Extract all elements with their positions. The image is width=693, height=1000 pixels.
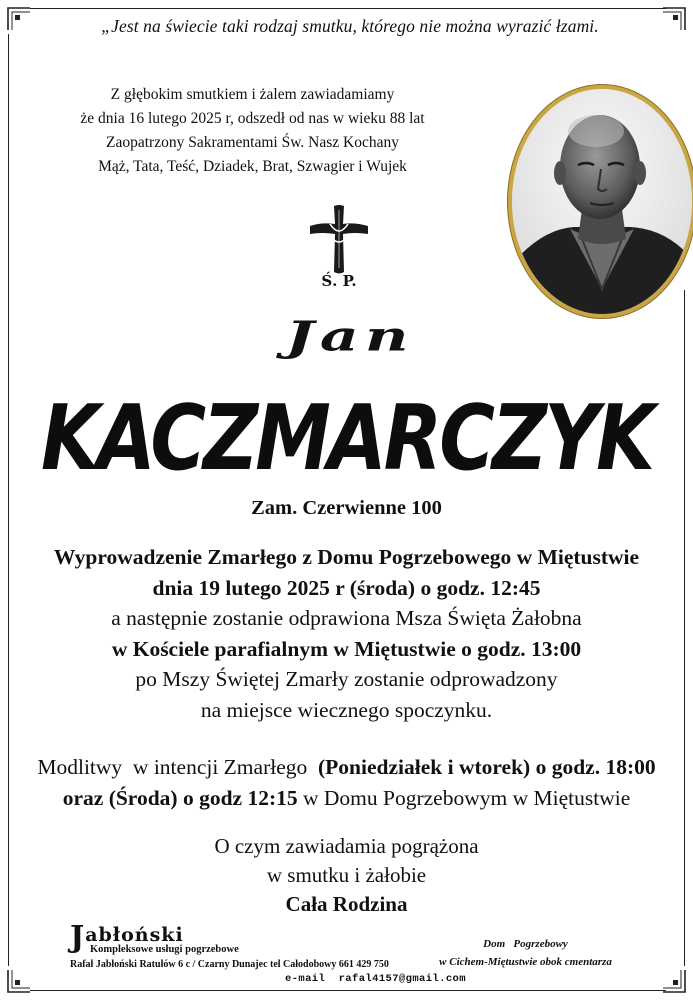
ceremony-line: a następnie zostanie odprawiona Msza Święta Żałobna	[111, 606, 582, 630]
residence-address: Zam. Czerwienne 100	[251, 497, 442, 519]
deceased-surname: KACZMARCZYK	[40, 385, 653, 491]
ceremony-line: po Mszy Świętej Zmarły zostanie odprowadzony	[135, 667, 558, 691]
family-signature: Cała Rodzina	[285, 892, 408, 916]
prayer-line-1	[20, 752, 673, 783]
portrait-photo	[508, 85, 693, 318]
closing-line: O czym zawiadamia pogrążona	[214, 834, 479, 858]
prayer-extra-time: oraz (Środa) o godz 12:15	[62, 786, 298, 810]
intro-line: Z głębokim smutkiem i żalem zawiadamiamy	[110, 86, 395, 103]
ceremony-line: w Kościele parafialnym w Miętustwie o godz. 13:00	[111, 636, 582, 661]
intro-line: że dnia 16 lutego 2025 r, odszedł od nas w wieku 88 lat	[80, 110, 425, 127]
cross-icon	[306, 204, 372, 276]
funeral-home-title: Dom Pogrzebowy	[483, 938, 568, 950]
logo-name: abłoński	[85, 924, 184, 946]
intro-line: Zaopatrzony Sakramentami Św. Nasz Kochany	[106, 134, 399, 151]
frame-right-line	[684, 290, 685, 966]
logo-initial: J	[70, 920, 86, 955]
cross-emblem	[306, 204, 372, 300]
corner-ornament-top-right	[661, 6, 687, 32]
prayer-days-time: (Poniedziałek i wtorek) o godz. 18:00	[318, 755, 656, 779]
ceremony-line: Wyprowadzenie Zmarłego z Domu Pogrzebowego w Miętustwie	[53, 545, 640, 569]
ceremony-line: na miejsce wiecznego spoczynku.	[200, 697, 493, 722]
corner-ornament-bottom-left	[6, 968, 32, 994]
deceased-first-name: Jan	[285, 313, 415, 361]
cross-caption: Ś. P.	[321, 272, 357, 290]
frame-bottom-line	[30, 990, 666, 991]
prayer-schedule	[20, 752, 673, 814]
ceremony-details	[20, 542, 673, 725]
company-address: Rafał Jabłoński Ratułów 6 c / Czarny Dunajec tel Całodobowy 661 429 750	[70, 959, 389, 970]
prayer-text: Modlitwy w intencji Zmarłego	[37, 755, 319, 779]
funeral-home-info	[418, 935, 633, 971]
announcement-intro	[40, 83, 465, 179]
prayer-location: w Domu Pogrzebowym w Miętustwie	[297, 786, 631, 810]
company-email[interactable]: e-mail rafal4157@gmail.com	[285, 973, 466, 985]
portrait-illustration	[512, 89, 692, 314]
closing-line: w smutku i żałobie	[266, 863, 427, 887]
frame-left-line	[8, 34, 9, 966]
funeral-home-location: w Cichem-Miętustwie obok cmentarza	[439, 956, 612, 968]
prayer-line-2	[20, 783, 673, 814]
frame-top-line	[30, 8, 666, 9]
corner-ornament-top-left	[6, 6, 32, 32]
opening-quote: „Jest na świecie taki rodzaj smutku, którego nie można wyrazić łzami.	[101, 16, 599, 36]
corner-ornament-bottom-right	[661, 968, 687, 994]
ceremony-line: dnia 19 lutego 2025 r (środa) o godz. 12:45	[152, 575, 541, 600]
closing-message	[20, 832, 673, 919]
company-tagline: Kompleksowe usługi pogrzebowe	[90, 944, 239, 955]
intro-line: Mąż, Tata, Teść, Dziadek, Brat, Szwagier i Wujek	[98, 158, 407, 175]
